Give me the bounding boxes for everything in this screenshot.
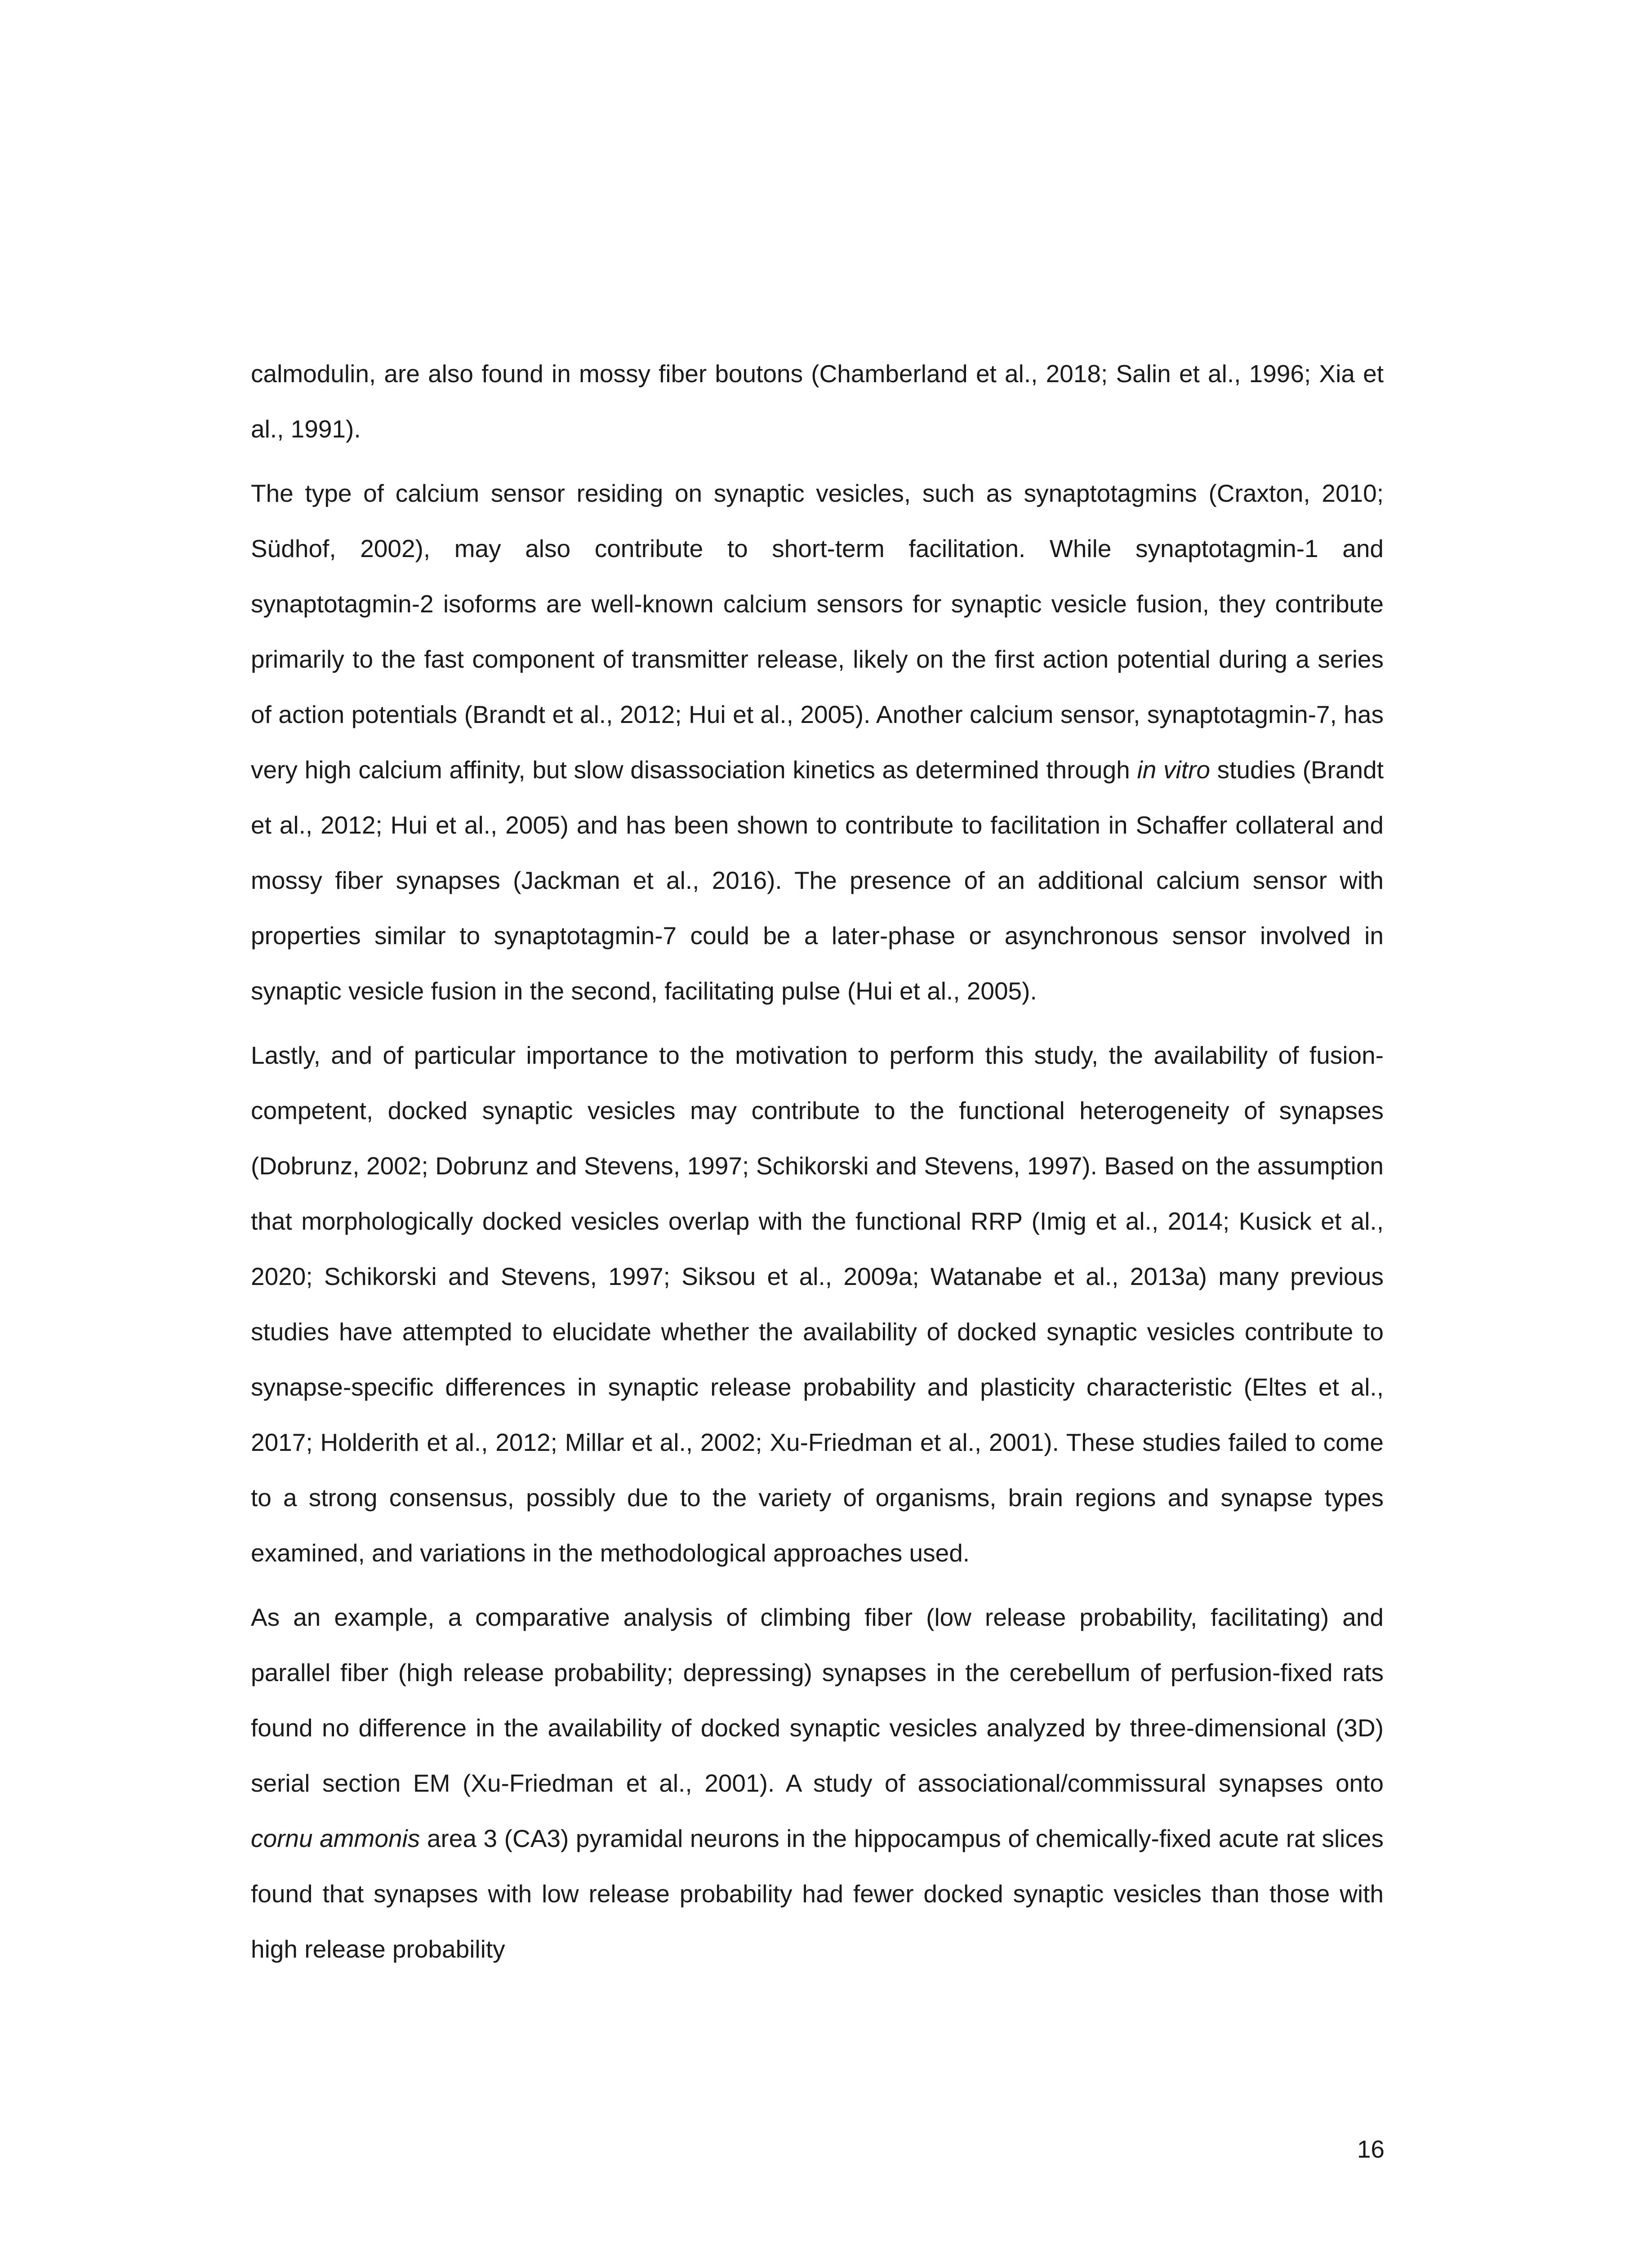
page-number: 16 <box>1357 2135 1385 2163</box>
paragraph-4-text-a: As an example, a comparative analysis of climbing fiber (low release probability, facilitating) and parallel fiber (high release probability; depressing) synapses in the cerebellum of perfusion-fixed rats found no difference in the availability of docked synaptic vesicles analyzed by three-dimensional (3D) serial section EM (Xu-Friedman et al., 2001). A study of associational/commissural synapses onto <box>251 1603 1384 1797</box>
paragraph-4 <box>251 1590 1384 1977</box>
paragraph-1-text: calmodulin, are also found in mossy fiber boutons (Chamberland et al., 2018; Salin et al., 1996; Xia et al., 1991). <box>251 360 1384 443</box>
body-text <box>251 346 1384 1977</box>
paragraph-3 <box>251 1028 1384 1581</box>
paragraph-2-italic-in-vitro: in vitro <box>1137 756 1210 784</box>
paragraph-2-text-b: studies (Brandt et al., 2012; Hui et al., 2005) and has been shown to contribute to facilitation in Schaffer collateral and mossy fiber synapses (Jackman et al., 2016). The presence of an additional calcium sensor with properties similar to synaptotagmin-7 could be a later-phase or asynchronous sensor involved in synaptic vesicle fusion in the second, facilitating pulse (Hui et al., 2005). <box>251 756 1384 1005</box>
paragraph-1 <box>251 346 1384 457</box>
paragraph-3-text: Lastly, and of particular importance to the motivation to perform this study, the availability of fusion-competent, docked synaptic vesicles may contribute to the functional heterogeneity of synapses (Dobrunz, 2002; Dobrunz and Stevens, 1997; Schikorski and Stevens, 1997). Based on the assumption that morphologically docked vesicles overlap with the functional RRP (Imig et al., 2014; Kusick et al., 2020; Schikorski and Stevens, 1997; Siksou et al., 2009a; Watanabe et al., 2013a) many previous studies have attempted to elucidate whether the availability of docked synaptic vesicles contribute to synapse-specific differences in synaptic release probability and plasticity characteristic (Eltes et al., 2017; Holderith et al., 2012; Millar et al., 2002; Xu-Friedman et al., 2001). These studies failed to come to a strong consensus, possibly due to the variety of organisms, brain regions and synapse types examined, and variations in the methodological approaches used. <box>251 1041 1384 1567</box>
paragraph-4-italic-cornu-ammonis: cornu ammonis <box>251 1824 420 1852</box>
paragraph-4-text-b: area 3 (CA3) pyramidal neurons in the hippocampus of chemically-fixed acute rat slices found that synapses with low release probability had fewer docked synaptic vesicles than those with high release probability <box>251 1824 1384 1963</box>
paragraph-2-text-a: The type of calcium sensor residing on synaptic vesicles, such as synaptotagmins (Craxton, 2010; Südhof, 2002), may also contribute to short-term facilitation. While synaptotagmin-1 and synaptotagmin-2 isoforms are well-known calcium sensors for synaptic vesicle fusion, they contribute primarily to the fast component of transmitter release, likely on the first action potential during a series of action potentials (Brandt et al., 2012; Hui et al., 2005). Another calcium sensor, synaptotagmin-7, has very high calcium affinity, but slow disassociation kinetics as determined through <box>251 479 1384 784</box>
paragraph-2 <box>251 466 1384 1019</box>
